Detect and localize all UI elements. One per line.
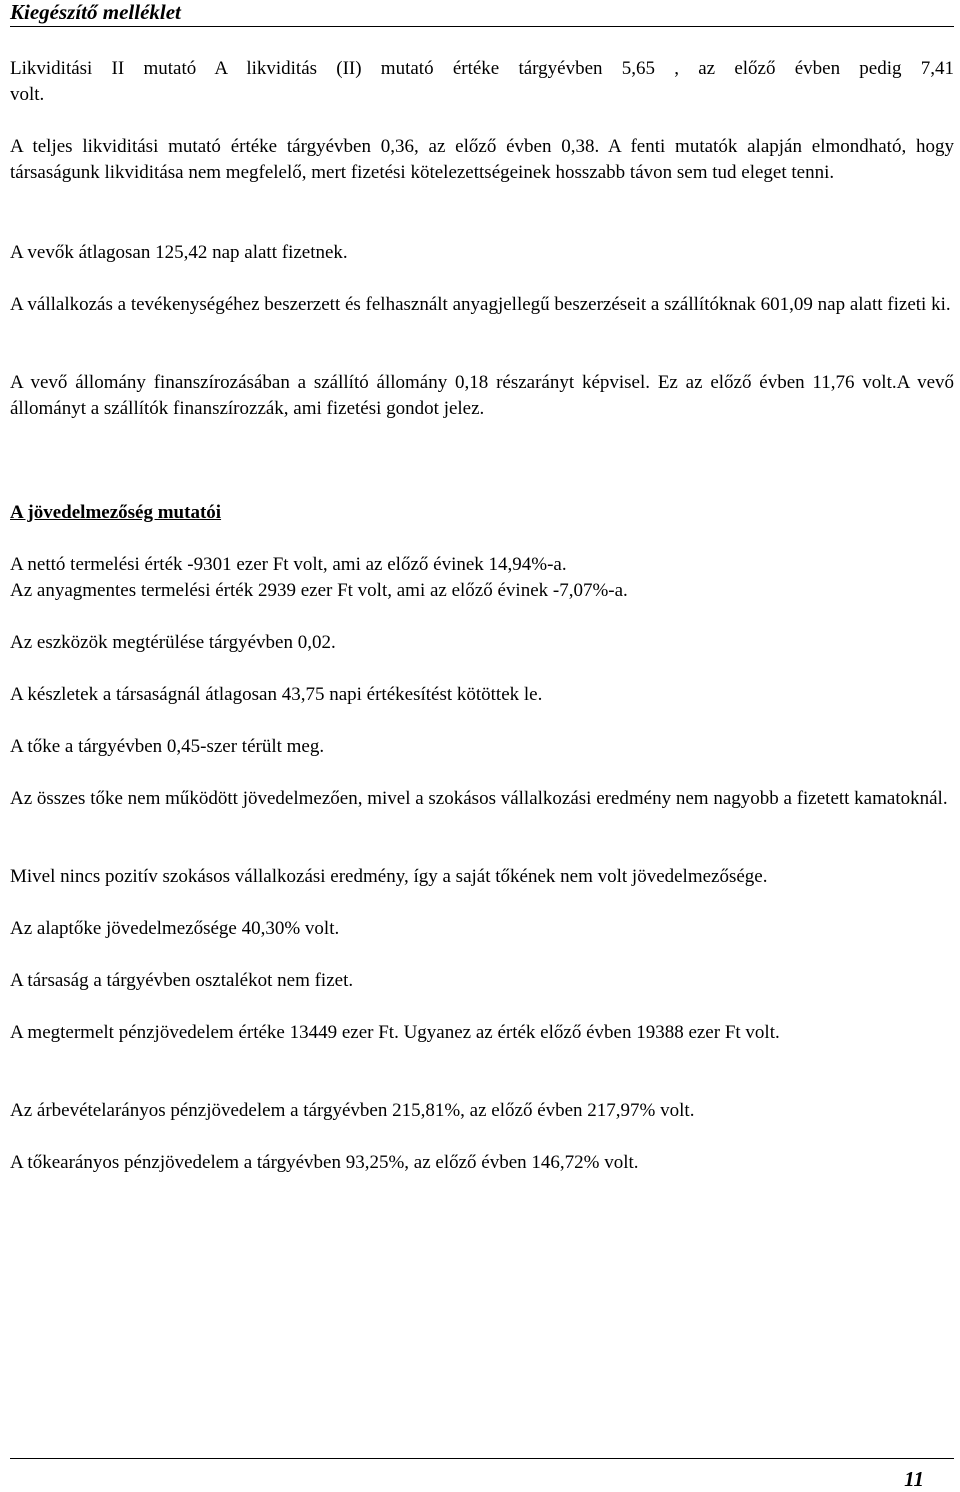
- share-capital-paragraph: Az alaptőke jövedelmezősége 40,30% volt.: [10, 918, 340, 939]
- capital-turnover-paragraph: A tőke a tárgyévben 0,45-szer térült meg.: [10, 736, 325, 757]
- page-header: Kiegészítő melléklet: [10, 0, 954, 27]
- dividend-paragraph: A társaság a tárgyévben osztalékot nem fizet.: [10, 970, 354, 991]
- capital-cash-income-paragraph: A tőkearányos pénzjövedelem a tárgyévben 93,25%, az előző évben 146,72% volt.: [10, 1152, 639, 1173]
- page-number: 11: [904, 1467, 924, 1491]
- cash-income-paragraph: A megtermelt pénzjövedelem értéke 13449 ezer Ft. Ugyanez az érték előző évben 19388 ezer Ft volt.: [10, 1022, 780, 1043]
- supplier-payment-paragraph: A vállalkozás a tevékenységéhez beszerzett és felhasznált anyagjellegű beszerzéseit a szállítóknak 601,09 nap alatt fizeti ki.: [10, 294, 951, 315]
- footer-divider: [10, 1458, 954, 1459]
- customer-payment-paragraph: A vevők átlagosan 125,42 nap alatt fizetnek.: [10, 242, 348, 263]
- liquidity-ii-line-1: Likviditási II mutató A likviditás (II) mutató értéke tárgyévben 5,65 , az előző évben pedig 7,41: [10, 58, 954, 79]
- net-production-paragraph: A nettó termelési érték -9301 ezer Ft volt, ami az előző évinek 14,94%-a.: [10, 554, 567, 575]
- inventory-paragraph: A készletek a társaságnál átlagosan 43,75 napi értékesítést kötöttek le.: [10, 684, 543, 705]
- receivables-financing-paragraph: A vevő állomány finanszírozásában a szállító állomány 0,18 részarányt képvisel. Ez az előző évben 11,76 volt.A vevő állományt a szállítók finanszírozzák, ami fizetési gondot jelez.: [10, 372, 954, 419]
- liquidity-ii-line-2: volt.: [10, 84, 45, 105]
- revenue-cash-income-paragraph: Az árbevételarányos pénzjövedelem a tárgyévben 215,81%, az előző évben 217,97% volt.: [10, 1100, 695, 1121]
- document-page: [10, 0, 954, 1173]
- material-free-production-paragraph: Az anyagmentes termelési érték 2939 ezer Ft volt, ami az előző évinek -7,07%-a.: [10, 580, 628, 601]
- section-heading: A jövedelmezőség mutatói: [10, 502, 222, 523]
- equity-profitability-paragraph: Mivel nincs pozitív szokásos vállalkozási eredmény, így a saját tőkének nem volt jövedelmezősége.: [10, 866, 768, 887]
- total-liquidity-paragraph: A teljes likviditási mutató értéke tárgyévben 0,36, az előző évben 0,38. A fenti mutatók alapján elmondható, hogy társaságunk likviditása nem megfelelő, mert fizetési kötelezettségeinek hosszabb távon sem tud eleget tenni.: [10, 136, 954, 183]
- liquidity-ii-paragraph: [10, 56, 954, 108]
- total-capital-paragraph: Az összes tőke nem működött jövedelmezően, mivel a szokásos vállalkozási eredmény nem nagyobb a fizetett kamatoknál.: [10, 788, 948, 809]
- asset-return-paragraph: Az eszközök megtérülése tárgyévben 0,02.: [10, 632, 336, 653]
